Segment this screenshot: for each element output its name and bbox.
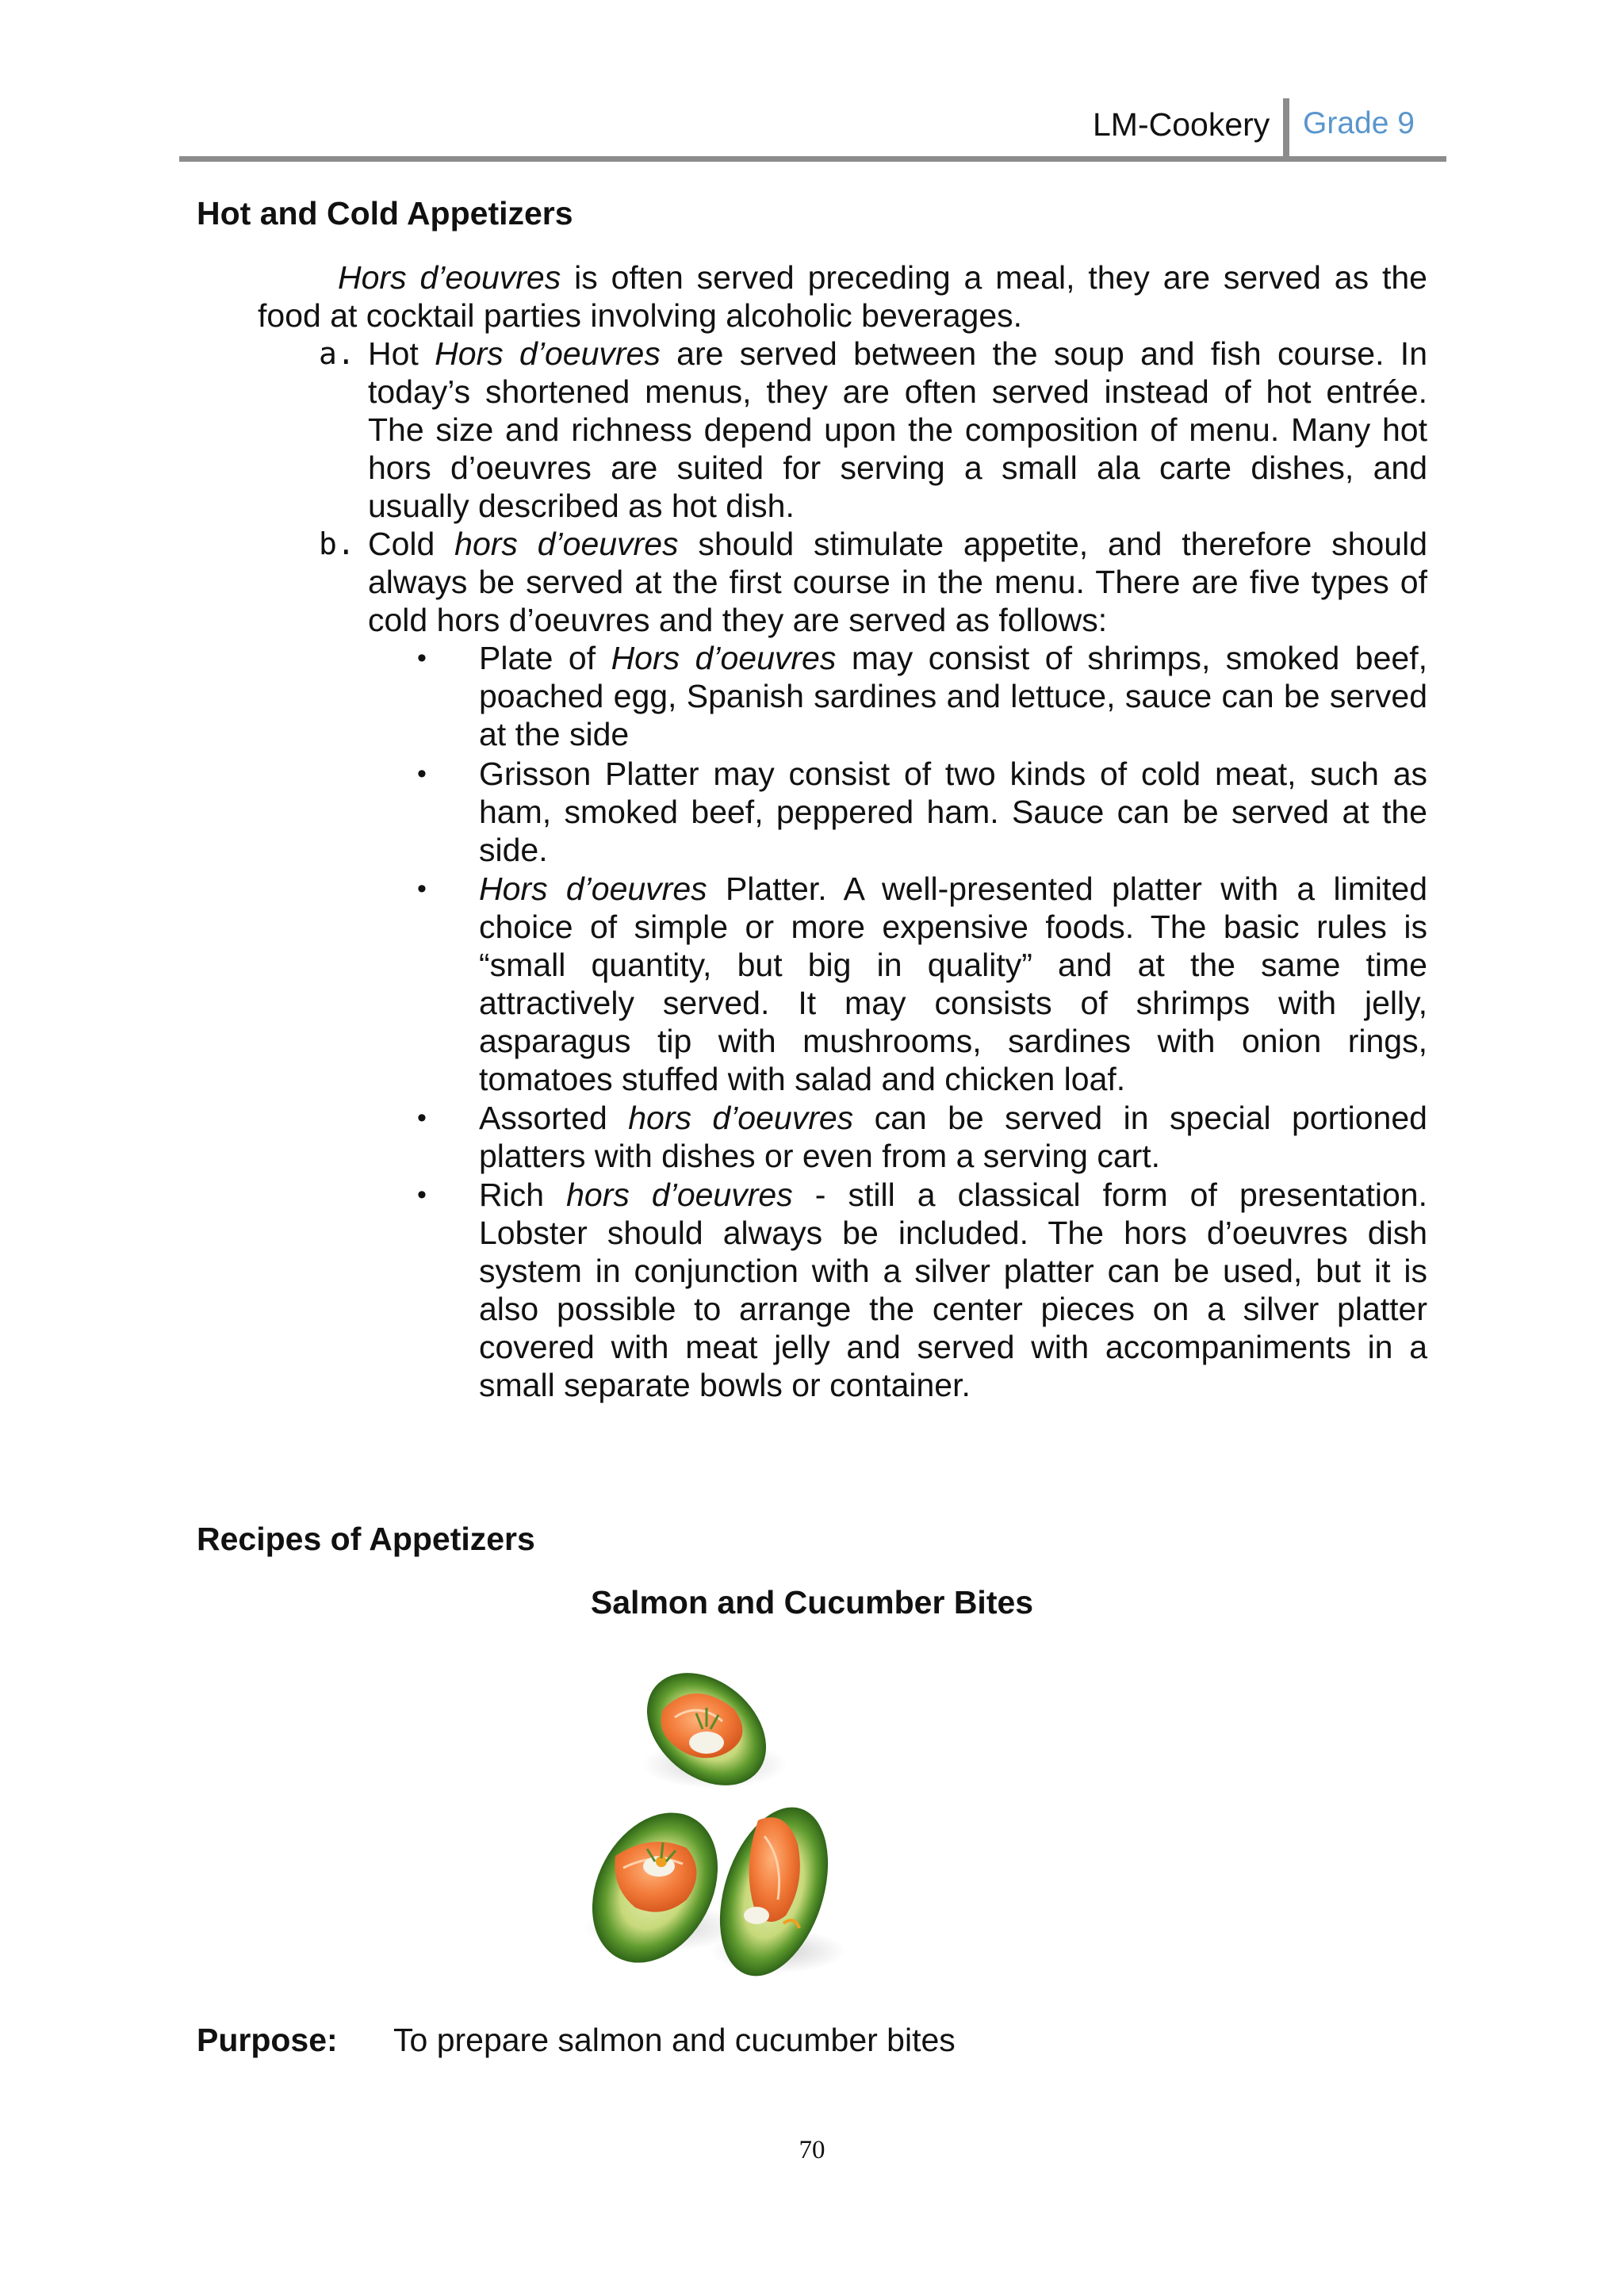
bullet-4: • [417,1103,427,1133]
intro-term: Hors d’eouvres [338,259,561,296]
item-a-line-3: The size and richness depend upon the composition of menu. Many hot [368,411,1427,448]
bullet-5-post: - still a classical form of presentation. [792,1177,1427,1213]
bullet-4-pre: Assorted [479,1100,629,1136]
bullet-2: • [417,759,427,789]
page-number: 70 [799,2136,825,2164]
item-b-term: hors d’oeuvres [454,526,679,562]
item-b-line-3: cold hors d’oeuvres and they are served as follows: [368,602,1108,638]
bullet-2-line-2: ham, smoked beef, peppered ham. Sauce can be served at the [479,794,1427,830]
item-a-line-2: today’s shortened menus, they are often served instead of hot entrée. [368,373,1427,410]
bullet-5-line-2: Lobster should always be included. The hors d’oeuvres dish [479,1215,1427,1251]
intro-line-2: food at cocktail parties involving alcoholic beverages. [258,297,1023,334]
bullet-4-line-2: platters with dishes or even from a serving cart. [479,1138,1161,1174]
bullet-3-line-3: “small quantity, but big in quality” and at the same time [479,947,1427,983]
bullet-3-post: Platter. A well-presented platter with a limited [707,871,1428,907]
bullet-3-line-6: tomatoes stuffed with salad and chicken loaf. [479,1061,1126,1097]
header-grade: Grade 9 [1303,106,1415,140]
bullet-1-term: Hors d’oeuvres [611,640,837,676]
bullet-5-line-1 [479,1176,1427,1214]
item-a-line-1 [368,335,1427,373]
bullet-5-line-6: small separate bowls or container. [479,1367,971,1403]
item-a-line-4: hors d’oeuvres are suited for serving a small ala carte dishes, and [368,450,1427,486]
bullet-3-line-5: asparagus tip with mushrooms, sardines with onion rings, [479,1023,1427,1059]
purpose-text: To prepare salmon and cucumber bites [393,2022,956,2058]
item-b-line-1 [368,525,1427,563]
header-rule [179,156,1446,162]
bullet-5-line-4: also possible to arrange the center pieces on a silver platter [479,1291,1427,1327]
purpose-label: Purpose: [197,2022,338,2058]
bullet-3-line-4: attractively served. It may consists of shrimps with jelly, [479,985,1427,1021]
bullet-4-line-1 [479,1099,1427,1137]
bullet-2-line-1: Grisson Platter may consist of two kinds of cold meat, such as [479,756,1427,792]
bullet-1-post: may consist of shrimps, smoked beef, [836,640,1427,676]
bullet-1-line-3: at the side [479,716,630,752]
bullet-2-line-3: side. [479,832,548,868]
bullet-5: • [417,1180,427,1210]
bite-bottom-right [700,1793,848,1990]
bullet-1: • [417,643,427,673]
bullet-3-term: Hors d’oeuvres [479,871,707,907]
bullet-3-line-1 [479,870,1427,908]
item-a-post: are served between the soup and fish course. In [660,335,1428,372]
header-separator [1283,98,1289,159]
section-heading-appetizers: Hot and Cold Appetizers [197,195,573,232]
intro-line-1 [338,258,1427,297]
bite-top [625,1654,788,1808]
bullet-5-line-3: system in conjunction with a silver platter can be used, but it is [479,1253,1427,1289]
section-heading-recipes: Recipes of Appetizers [197,1521,535,1557]
list-marker-b: b. [319,526,355,561]
item-b-pre: Cold [368,526,455,562]
bullet-4-post: can be served in special portioned [853,1100,1427,1136]
bullet-1-pre: Plate of [479,640,611,676]
intro-line-1-text: is often served preceding a meal, they are served as the [561,259,1427,296]
item-a-line-5: usually described as hot dish. [368,488,795,524]
item-b-line-2: always be served at the first course in the menu. There are five types of [368,564,1427,600]
bullet-1-line-1 [479,639,1427,677]
bullet-1-line-2: poached egg, Spanish sardines and lettuce, sauce can be served [479,678,1427,714]
bullet-5-pre: Rich [479,1177,567,1213]
bullet-5-line-5: covered with meat jelly and served with accompaniments in a [479,1329,1427,1365]
item-a-pre: Hot [368,335,435,372]
bullet-4-term: hors d’oeuvres [628,1100,854,1136]
bullet-3: • [417,874,427,904]
recipe-title: Salmon and Cucumber Bites [590,1584,1034,1621]
bullet-3-line-2: choice of simple or more expensive foods. The basic rules is [479,909,1427,945]
salmon-cucumber-bites-image [576,1654,853,1992]
list-marker-a: a. [319,336,355,371]
item-a-term: Hors d’oeuvres [435,335,661,372]
item-b-post: should stimulate appetite, and therefore should [678,526,1427,562]
header-title: LM-Cookery [1093,106,1270,143]
bullet-5-term: hors d’oeuvres [566,1177,793,1213]
